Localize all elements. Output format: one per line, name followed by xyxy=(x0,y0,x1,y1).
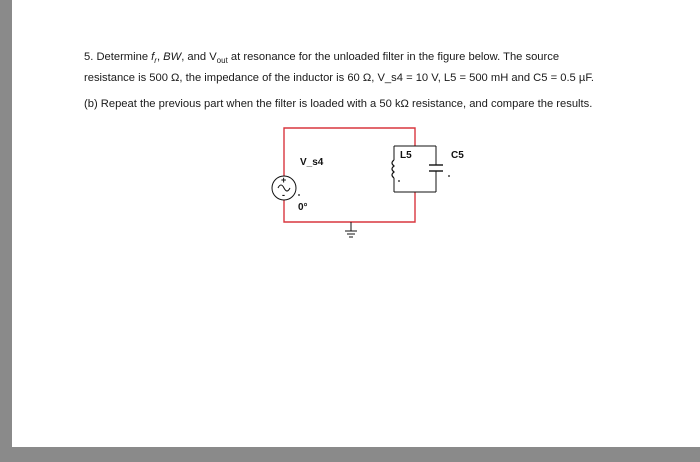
vout-symbol: V xyxy=(209,51,217,63)
wire-top xyxy=(284,128,415,176)
problem-intro: Determine xyxy=(96,51,149,63)
part-b-statement: (b) Repeat the previous part when the filter is loaded with a 50 kΩ resistance, and compare the results. xyxy=(84,98,593,110)
source-plus-sign: + xyxy=(281,175,287,185)
inductor-dot-icon xyxy=(398,180,400,182)
problem-number: 5. xyxy=(84,51,94,63)
source-dot-icon xyxy=(298,194,300,196)
fr-subscript: r xyxy=(154,56,157,66)
vout-subscript: out xyxy=(216,56,228,66)
ground-icon xyxy=(345,222,357,237)
bandwidth-symbol: BW xyxy=(163,51,182,63)
and-text: , and xyxy=(181,51,207,63)
source-label: V_s4 xyxy=(300,157,324,168)
capacitor-dot-icon xyxy=(448,175,450,177)
problem-line1-rest: at resonance for the unloaded filter in the figure below. The source xyxy=(230,51,560,63)
problem-line2: resistance is 500 Ω, the impedance of the inductor is 60 Ω, V_s4 = 10 V, L5 = 500 mH and C5 = 0.5 µF. xyxy=(84,71,595,84)
fr-symbol: f xyxy=(151,51,155,63)
separator: , xyxy=(156,51,161,63)
source-minus-sign: - xyxy=(282,190,285,200)
inductor-coil-icon xyxy=(392,160,394,178)
source-phase-label: 0° xyxy=(298,202,308,213)
inductor-label: L5 xyxy=(400,150,412,161)
capacitor-label: C5 xyxy=(451,150,464,161)
